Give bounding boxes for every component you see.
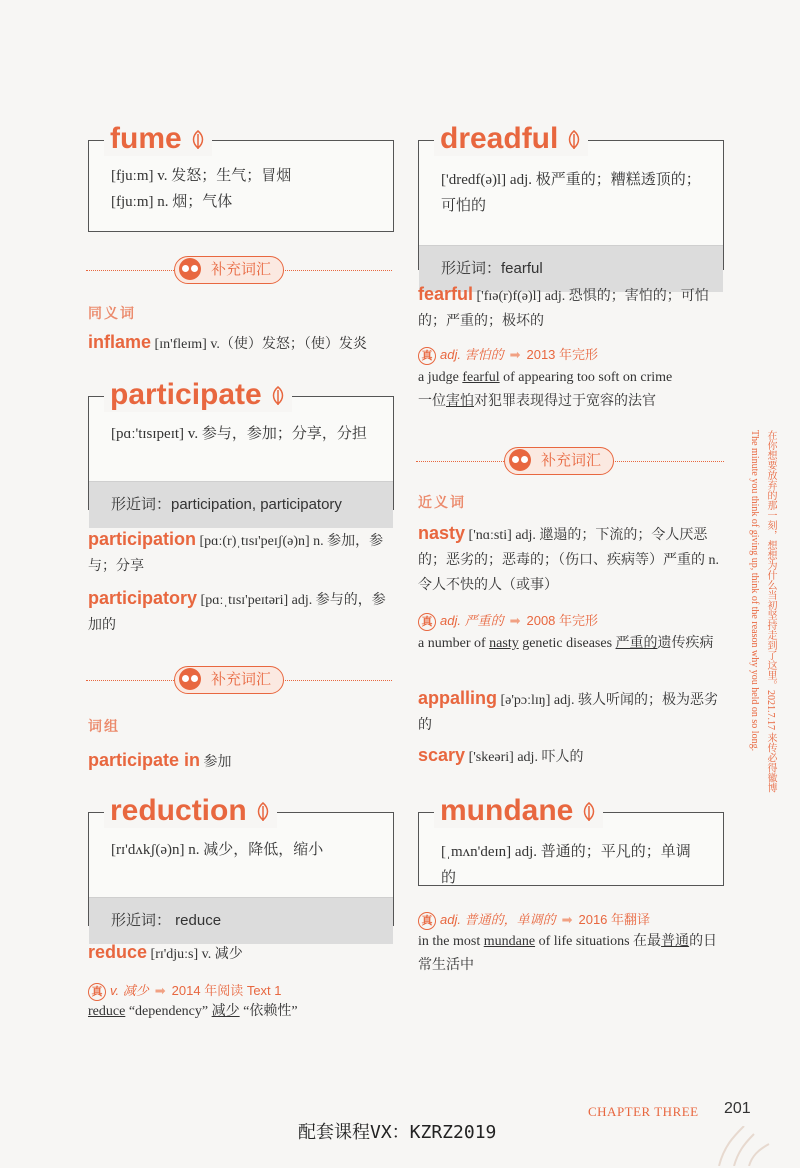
- owl-icon: [179, 668, 201, 690]
- entry-scary: [418, 743, 724, 770]
- arrow-icon: ➡: [509, 347, 521, 362]
- participate-similar: 形近词：participation, participatory: [89, 481, 393, 528]
- entry-scary-word: scary: [418, 745, 466, 765]
- example-zh-keyword: 普通: [661, 934, 690, 949]
- leaf-decoration-icon: [714, 1126, 774, 1166]
- example-reduce: [88, 1000, 392, 1024]
- exam-pos: adj. 普通的，单调的: [440, 912, 556, 927]
- watermark: 配套课程VX：KZRZ2019: [298, 1122, 497, 1143]
- entry-inflame-word: inflame: [88, 332, 152, 352]
- exam-mark-icon: 真: [418, 347, 436, 365]
- example-zh-keyword: 害怕: [446, 394, 474, 409]
- entry-inflame: [88, 330, 392, 357]
- entry-participation-def: [pɑː(r)ˌtɪsɪ'peɪʃ(ə)n] n. 参加，参与；分享: [88, 534, 384, 574]
- example-zh-text: 遗传疾病: [657, 636, 714, 651]
- entry-nasty: [418, 521, 724, 598]
- page-number: 201: [724, 1100, 751, 1117]
- reduction-def: [rɪ'dʌkʃ(ə)n] n. 减少，降低，缩小: [111, 842, 324, 858]
- chapter-label: CHAPTER THREE: [588, 1104, 699, 1119]
- headword-fume: [104, 122, 212, 156]
- near-synonym-tag: 近义词: [418, 494, 466, 510]
- headword-participate: [104, 378, 292, 412]
- entry-participate-in: [88, 748, 392, 775]
- supplement-label: 补充词汇: [541, 452, 602, 469]
- entry-appalling-def: [ə'pɔːlɪŋ] adj. 骇人听闻的；极为恶劣的: [418, 693, 718, 733]
- example-mundane: [418, 930, 724, 978]
- example-zh-text: 的日常生活中: [418, 934, 718, 973]
- entry-participatory-word: participatory: [88, 588, 198, 608]
- headword-mundane-text: mundane: [440, 794, 574, 827]
- owl-icon: [179, 258, 201, 280]
- side-note-zh: 在你想要放弃的那一刻，想想为什么当初坚持走到了这里。2021.7.17 来传必得徽博: [765, 430, 776, 793]
- leaf-icon: [255, 802, 271, 822]
- example-keyword: mundane: [483, 934, 536, 949]
- exam-source: 2016 年翻译: [578, 912, 651, 927]
- example-zh-keyword: 严重的: [615, 636, 658, 651]
- exam-source-mundane: [418, 909, 650, 930]
- entry-inflame-def: [ɪn'fleɪm] v.（使）发怒；（使）发炎: [151, 337, 367, 352]
- arrow-icon: ➡: [561, 912, 573, 927]
- entry-participation-word: participation: [88, 529, 197, 549]
- example-zh-keyword: 减少: [211, 1004, 240, 1019]
- supplement-banner: [86, 256, 392, 284]
- example-text: a number of: [418, 636, 490, 651]
- side-note: [744, 430, 800, 830]
- reduction-similar: 形近词： reduce: [89, 897, 393, 944]
- entry-reduce-word: reduce: [88, 942, 148, 962]
- dreadful-similar: 形近词：fearful: [419, 245, 723, 292]
- entry-fearful-word: fearful: [418, 284, 474, 304]
- leaf-icon: [566, 130, 582, 150]
- entry-participatory-def: [pɑːˌtɪsɪ'peɪtəri] adj. 参与的，参加的: [88, 593, 386, 633]
- entry-scary-def: ['skeəri] adj. 吓人的: [465, 750, 584, 765]
- fume-pron-noun: [fjuːm] n. 烟；气体: [111, 194, 233, 210]
- example-text: of appearing too soft on crime: [499, 370, 673, 385]
- example-text: “dependency”: [125, 1004, 212, 1019]
- leaf-icon: [270, 386, 286, 406]
- example-text: a judge: [418, 370, 463, 385]
- phrase-tag: 词组: [88, 718, 120, 734]
- example-zh-text: 对犯罪表现得过于宽容的法官: [474, 394, 656, 409]
- owl-icon: [509, 449, 531, 471]
- entry-participate-in-def: 参加: [200, 755, 232, 770]
- dreadful-def: ['dredf(ə)l] adj. 极严重的；糟糕透顶的；可怕的: [441, 172, 701, 214]
- exam-mark-icon: 真: [418, 613, 436, 631]
- example-keyword: fearful: [462, 370, 500, 385]
- example-zh-text: “依赖性”: [239, 1004, 298, 1019]
- supplement-label: 补充词汇: [211, 671, 272, 688]
- leaf-icon: [581, 802, 597, 822]
- entry-fearful: [418, 282, 724, 334]
- side-note-en: The minute you think of giving up, think of the reason why you held on so long.: [749, 430, 760, 752]
- exam-source-fearful: [418, 344, 598, 365]
- exam-pos: adj. 严重的: [440, 613, 504, 628]
- entry-nasty-word: nasty: [418, 523, 466, 543]
- example-nasty: [418, 632, 724, 656]
- leaf-icon: [190, 130, 206, 150]
- example-text: of life situations 在最: [535, 934, 662, 949]
- entry-reduce: [88, 940, 392, 967]
- headword-participate-text: participate: [110, 378, 262, 411]
- headword-reduction-text: reduction: [110, 794, 247, 827]
- exam-mark-icon: 真: [418, 912, 436, 930]
- entry-fearful-def: ['fɪə(r)f(ə)l] adj. 恐惧的；害怕的；可怕的；严重的；极坏的: [418, 289, 709, 329]
- example-fearful: [418, 366, 724, 414]
- synonym-tag: 同义词: [88, 305, 136, 321]
- example-keyword: nasty: [489, 636, 519, 651]
- example-text: in the most: [418, 934, 484, 949]
- headword-dreadful-text: dreadful: [440, 122, 559, 155]
- entry-appalling: [418, 686, 724, 738]
- entry-participate-in-word: participate in: [88, 750, 201, 770]
- headword-mundane: [434, 794, 603, 828]
- example-keyword: reduce: [88, 1004, 126, 1019]
- entry-participation: [88, 527, 392, 579]
- dreadful-card: [418, 140, 724, 277]
- headword-reduction: [104, 794, 277, 828]
- reduction-card: [88, 812, 394, 929]
- exam-mark-icon: 真: [88, 983, 106, 1001]
- mundane-def: [ˌmʌn'deɪn] adj. 普通的；平凡的；单调的: [441, 844, 691, 886]
- headword-fume-text: fume: [110, 122, 182, 155]
- exam-source-nasty: [418, 610, 598, 631]
- exam-source: 2008 年完形: [526, 613, 599, 628]
- supplement-banner: [86, 666, 392, 694]
- fume-pron-verb: [fjuːm] v. 发怒；生气；冒烟: [111, 168, 292, 184]
- participate-def: [pɑː'tɪsɪpeɪt] v. 参与，参加；分享，分担: [111, 426, 367, 442]
- exam-pos: v. 减少: [110, 983, 149, 998]
- headword-dreadful: [434, 122, 588, 156]
- supplement-label: 补充词汇: [211, 261, 272, 278]
- arrow-icon: ➡: [154, 983, 166, 998]
- arrow-icon: ➡: [509, 613, 521, 628]
- participate-card: [88, 396, 394, 513]
- entry-appalling-word: appalling: [418, 688, 498, 708]
- supplement-banner: [416, 447, 724, 475]
- example-zh-text: 一位: [418, 394, 446, 409]
- exam-pos: adj. 害怕的: [440, 347, 504, 362]
- entry-participatory: [88, 586, 392, 638]
- example-text: genetic diseases: [518, 636, 616, 651]
- exam-source-reduce: [88, 980, 282, 1001]
- exam-source: 2014 年阅读 Text 1: [171, 983, 282, 998]
- entry-reduce-def: [rɪ'djuːs] v. 减少: [147, 947, 243, 962]
- exam-source: 2013 年完形: [526, 347, 599, 362]
- entry-nasty-def: ['nɑːsti] adj. 邋遢的；下流的；令人厌恶的；恶劣的；恶毒的；（伤口、疾病等）严重的 n. 令人不快的人（或事）: [418, 528, 719, 593]
